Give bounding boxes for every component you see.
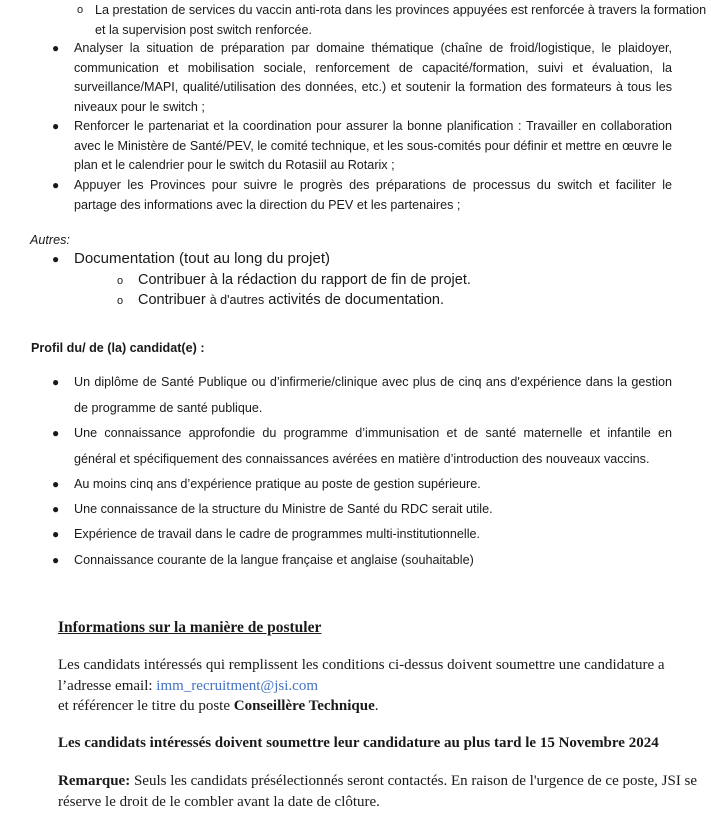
hollow-bullet-icon: o bbox=[117, 295, 124, 307]
bullet-icon: ● bbox=[52, 553, 60, 567]
list-item bbox=[52, 548, 672, 574]
list-item-text: Un diplôme de Santé Publique ou d’infirmerie/clinique avec plus de cinq ans d'expérience dans la gestion de programme de santé publique. bbox=[74, 375, 672, 415]
remarque-label: Remarque: bbox=[58, 773, 131, 789]
documentation-text: Documentation (tout au long du projet) bbox=[74, 250, 330, 267]
doc-sub-text: Contribuer à la rédaction du rapport de fin de projet. bbox=[138, 272, 471, 288]
list-item-text: Analyser la situation de préparation par domaine thématique (chaîne de froid/logistique, le plaidoyer, communication et mobilisation sociale, renforcement de capacité/formation, suivi et évaluation, la surveillance/MAPI, qualité/utilisation des données, etc.) et soutenir la formation des formateurs à tous les niveaux pour le switch ; bbox=[74, 41, 672, 114]
hollow-bullet-icon: o bbox=[77, 4, 84, 16]
list-item-text: Une connaissance de la structure du Ministre de Santé du RDC serait utile. bbox=[74, 502, 493, 516]
list-item bbox=[52, 117, 672, 176]
bullet-icon: ● bbox=[52, 426, 60, 440]
sub-bullet-text: La prestation de services du vaccin anti-rota dans les provinces appuyées est renforcée à travers la formation bbox=[95, 3, 707, 17]
bullet-icon: ● bbox=[52, 502, 60, 516]
bullet-icon: ● bbox=[52, 119, 60, 133]
job-title: Conseillère Technique bbox=[233, 698, 375, 714]
list-item bbox=[52, 39, 672, 117]
bullet-icon: ● bbox=[52, 375, 60, 389]
email-link[interactable]: imm_recruitment@jsi.com bbox=[156, 677, 318, 694]
bullet-icon: ● bbox=[52, 477, 60, 491]
sub-bullet-text-cont: et la supervision post switch renforcée. bbox=[95, 23, 312, 37]
remarque: Remarque: Seuls les candidats présélectionnés seront contactés. En raison de l'urgence de ce poste, JSI se réserve le droit de le combler avant la date de clôture. bbox=[58, 773, 698, 810]
postuler-instructions bbox=[58, 655, 698, 717]
list-item bbox=[52, 421, 672, 472]
list-item-text: Renforcer le partenariat et la coordination pour assurer la bonne planification : Travailler en collaboration avec le Ministère de Santé/PEV, le comité technique, et les sous-comités pour définir et mettre en œuvre le plan et le calendrier pour le switch du Rotasiil au Rotarix ; bbox=[74, 119, 672, 172]
postuler-heading: Informations sur la manière de postuler bbox=[58, 619, 322, 636]
bullet-icon: ● bbox=[52, 252, 60, 266]
list-item-text: Expérience de travail dans le cadre de programmes multi-institutionnelle. bbox=[74, 527, 481, 541]
instructions-line: Les candidats intéressés qui remplissent les conditions ci-dessus doivent soumettre une candidature a bbox=[58, 657, 665, 673]
list-item bbox=[52, 370, 672, 421]
list-item-text: Au moins cinq ans d’expérience pratique au poste de gestion supérieure. bbox=[74, 477, 481, 491]
list-item bbox=[52, 472, 672, 498]
hollow-bullet-icon: o bbox=[117, 275, 124, 287]
list-item-text: Connaissance courante de la langue française et anglaise (souhaitable) bbox=[74, 553, 474, 567]
instructions-email-line: l’adresse email: imm_recruitment@jsi.com bbox=[58, 677, 318, 694]
profil-heading: Profil du/ de (la) candidat(e) : bbox=[31, 341, 205, 355]
list-item bbox=[52, 176, 672, 215]
list-item-text: Une connaissance approfondie du programme d’immunisation et de santé maternelle et infantile en général et spécifiquement des connaissances avérées en matière d’introduction des nouveaux vaccins. bbox=[74, 426, 672, 466]
list-item bbox=[52, 497, 672, 523]
bullet-icon: ● bbox=[52, 41, 60, 55]
bullet-icon: ● bbox=[52, 178, 60, 192]
autres-label: Autres: bbox=[30, 233, 70, 247]
list-item-text: Appuyer les Provinces pour suivre le progrès des préparations de processus du switch et faciliter le partage des informations avec la direction du PEV et les partenaires ; bbox=[74, 178, 672, 212]
list-item bbox=[52, 522, 672, 548]
doc-sub-text: Contribuer à d'autres activités de documentation. bbox=[138, 292, 444, 308]
bullet-icon: ● bbox=[52, 527, 60, 541]
deadline-notice: Les candidats intéressés doivent soumettre leur candidature au plus tard le 15 Novembre 2024 bbox=[58, 735, 659, 751]
instructions-title-line: et référencer le titre du poste Conseillère Technique. bbox=[58, 698, 379, 714]
